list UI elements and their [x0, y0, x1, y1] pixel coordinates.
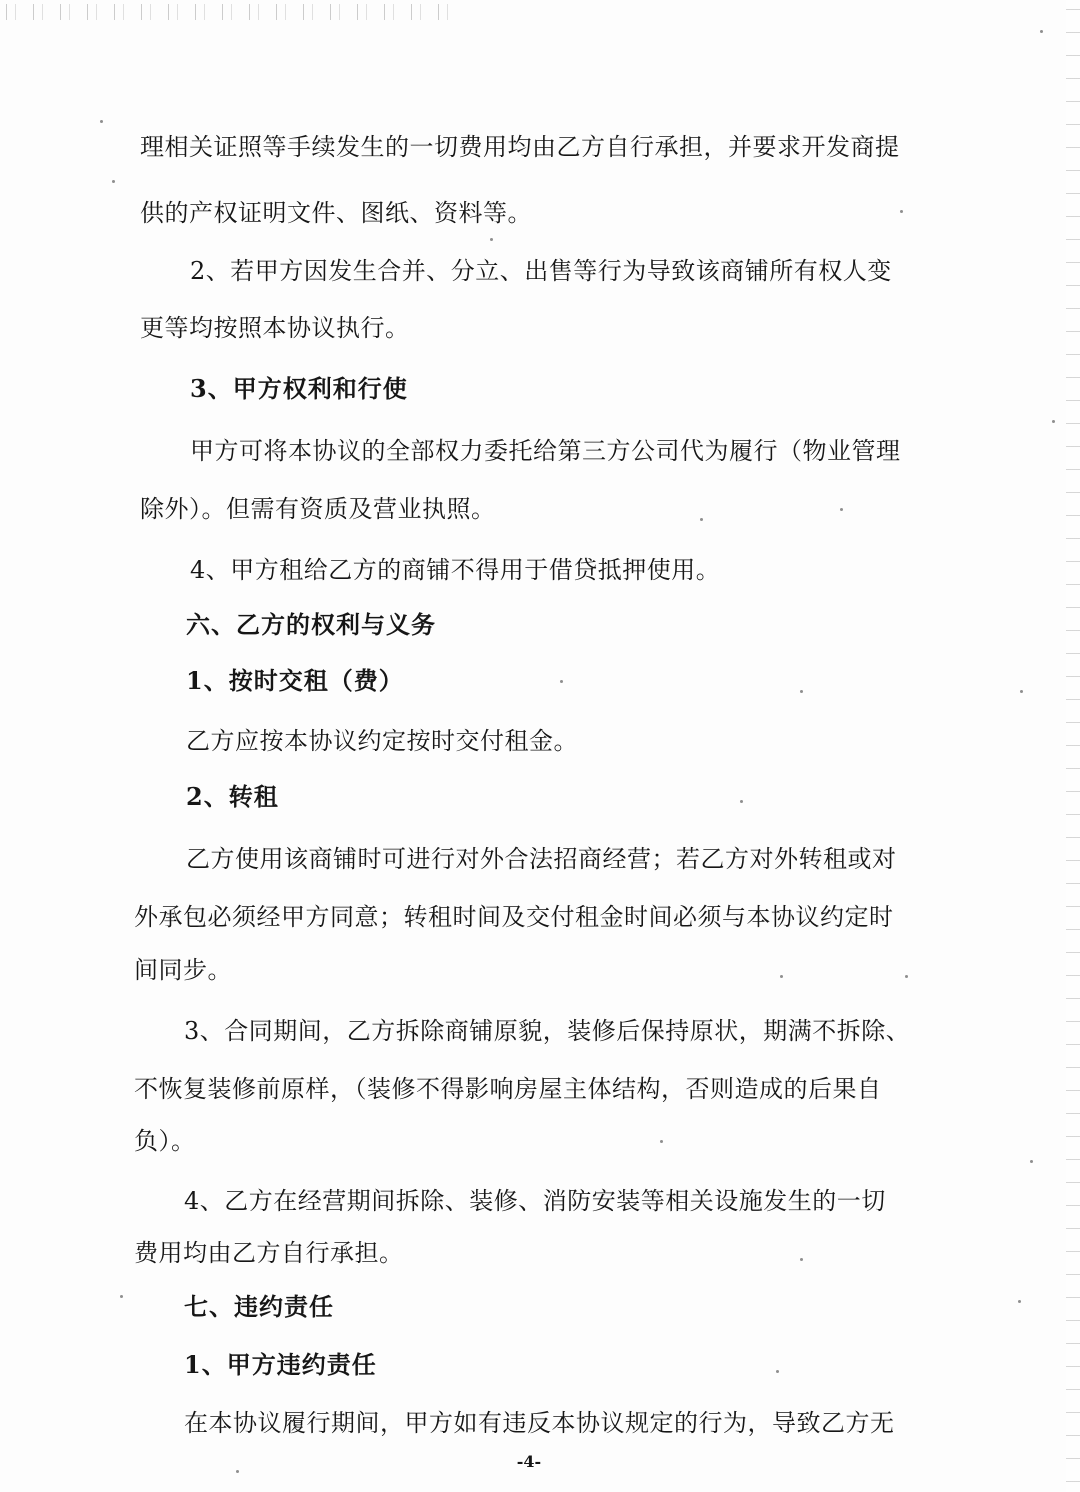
body-text-line: 4、甲方租给乙方的商铺不得用于借贷抵押使用。 — [190, 556, 721, 584]
scan-speck — [905, 975, 908, 978]
body-text-line: 4、乙方在经营期间拆除、装修、消防安装等相关设施发生的一切 — [184, 1187, 886, 1215]
chapter-heading: 七、违约责任 — [184, 1292, 334, 1321]
body-text-line: 乙方使用该商铺时可进行对外合法招商经营；若乙方对外转租或对 — [186, 845, 897, 873]
body-text-line: 3、合同期间，乙方拆除商铺原貌，装修后保持原状，期满不拆除、 — [184, 1017, 911, 1045]
scan-speck — [776, 1370, 779, 1373]
body-text-line: 甲方可将本协议的全部权力委托给第三方公司代为履行（物业管理 — [190, 437, 901, 465]
section-heading: 2、转租 — [186, 782, 279, 811]
scan-speck — [560, 680, 563, 683]
body-text-line: 供的产权证明文件、图纸、资料等。 — [140, 199, 532, 227]
body-text-line: 间同步。 — [134, 956, 232, 984]
scan-speck — [1020, 690, 1023, 693]
scan-speck — [1030, 1160, 1033, 1163]
scan-noise — [0, 4, 460, 20]
section-heading: 3、甲方权利和行使 — [190, 374, 408, 403]
scan-speck — [490, 238, 493, 241]
body-text-line: 2、若甲方因发生合并、分立、出售等行为导致该商铺所有权人变 — [190, 257, 892, 285]
scan-speck — [112, 180, 115, 183]
scan-speck — [780, 975, 783, 978]
body-text-line: 外承包必须经甲方同意；转租时间及交付租金时间必须与本协议约定时 — [134, 903, 894, 931]
body-text-line: 在本协议履行期间，甲方如有违反本协议规定的行为，导致乙方无 — [184, 1409, 895, 1437]
scan-speck — [236, 1470, 239, 1473]
section-heading: 1、按时交租（费） — [186, 666, 404, 695]
scan-speck — [1052, 420, 1055, 423]
body-text-line: 负）。 — [134, 1127, 196, 1155]
body-text-line: 更等均按照本协议执行。 — [140, 314, 410, 342]
body-text-line: 费用均由乙方自行承担。 — [134, 1239, 404, 1267]
scan-speck — [1018, 1300, 1021, 1303]
scan-speck — [700, 518, 703, 521]
section-heading: 1、甲方违约责任 — [184, 1350, 377, 1379]
scan-edge — [1066, 0, 1080, 1492]
scan-speck — [740, 800, 743, 803]
scan-speck — [120, 1295, 123, 1298]
scan-speck — [100, 120, 103, 123]
scan-speck — [1040, 30, 1043, 33]
body-text-line: 不恢复装修前原样，（装修不得影响房屋主体结构，否则造成的后果自 — [134, 1075, 882, 1103]
page-number: -4- — [516, 1452, 542, 1471]
scan-speck — [660, 1140, 663, 1143]
scan-speck — [800, 1258, 803, 1261]
scan-speck — [900, 210, 903, 213]
scan-speck — [800, 690, 803, 693]
scan-speck — [840, 508, 843, 511]
body-text-line: 乙方应按本协议约定按时交付租金。 — [186, 727, 578, 755]
body-text-line: 理相关证照等手续发生的一切费用均由乙方自行承担，并要求开发商提 — [140, 133, 900, 161]
chapter-heading: 六、乙方的权利与义务 — [186, 610, 436, 639]
body-text-line: 除外）。但需有资质及营业执照。 — [140, 495, 496, 523]
